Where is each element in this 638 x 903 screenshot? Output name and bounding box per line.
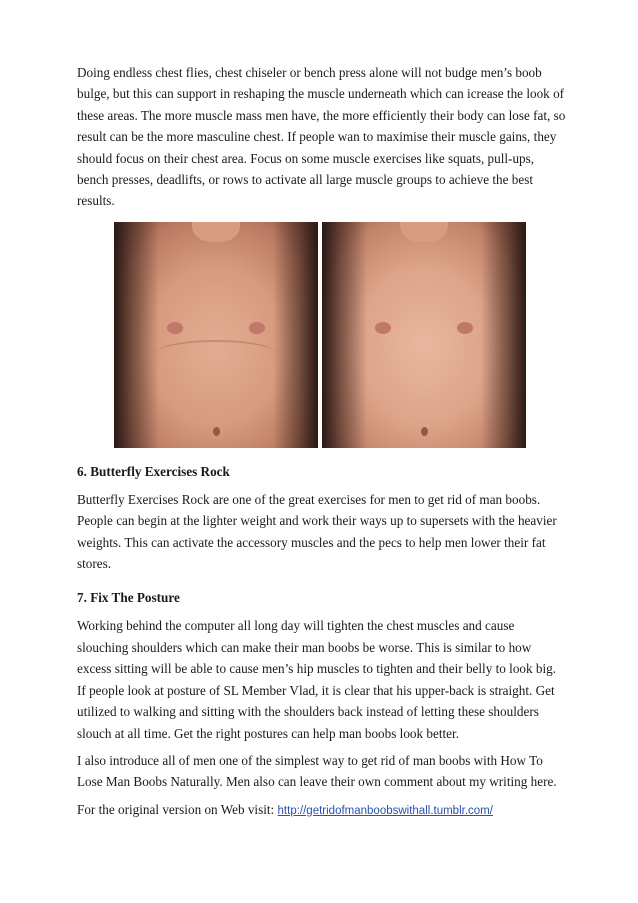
document-page bbox=[77, 62, 567, 822]
closing-paragraph: I also introduce all of men one of the simplest way to get rid of man boobs with How To Lose Man Boobs Naturally. Men also can leave their own comment about my writing here. bbox=[77, 752, 557, 790]
after-photo-panel bbox=[322, 222, 526, 448]
web-visit-prefix: For the original version on Web visit: bbox=[77, 801, 278, 817]
section-7-heading: 7. Fix The Posture bbox=[77, 590, 180, 606]
section-6-heading: 6. Butterfly Exercises Rock bbox=[77, 463, 230, 479]
section-6-body: Butterfly Exercises Rock are one of the great exercises for men to get rid of man boobs. People can begin at the lighter weight and work their ways up to supersets with the heavier weights. This can activate the accessory muscles and the pecs to help men lower their fat stores. bbox=[77, 491, 557, 572]
original-version-link[interactable]: http://getridofmanboobswithall.tumblr.com/ bbox=[277, 804, 493, 817]
section-7-body: Working behind the computer all long day will tighten the chest muscles and cause slouching shoulders which can make their man boobs be worse. This is similar to how excess sitting will be able to cause men’s hip muscles to tighten and their belly to look big. If people look at posture of SL Member Vlad, it is clear that his upper-back is straight. Get utilized to walking and sitting with the shoulders back instead of letting these shoulders slouch at all time. Get the right postures can help man boobs look better. bbox=[77, 618, 557, 741]
web-visit-line bbox=[77, 799, 567, 822]
before-after-photo bbox=[114, 222, 526, 448]
intro-paragraph: Doing endless chest flies, chest chiseler or bench press alone will not budge men’s boob bulge, but this can support in reshaping the muscle underneath which can icrease the look of these areas. The more muscle mass men have, the more efficiently their body can lose fat, so result can be the more masculine chest. If people wan to maximise their muscle gains, they should focus on their chest area. Focus on some muscle exercises like squats, pull-ups, bench presses, deadlifts, or rows to activate all large muscle groups to achieve the best results. bbox=[77, 65, 566, 209]
before-photo-panel bbox=[114, 222, 318, 448]
